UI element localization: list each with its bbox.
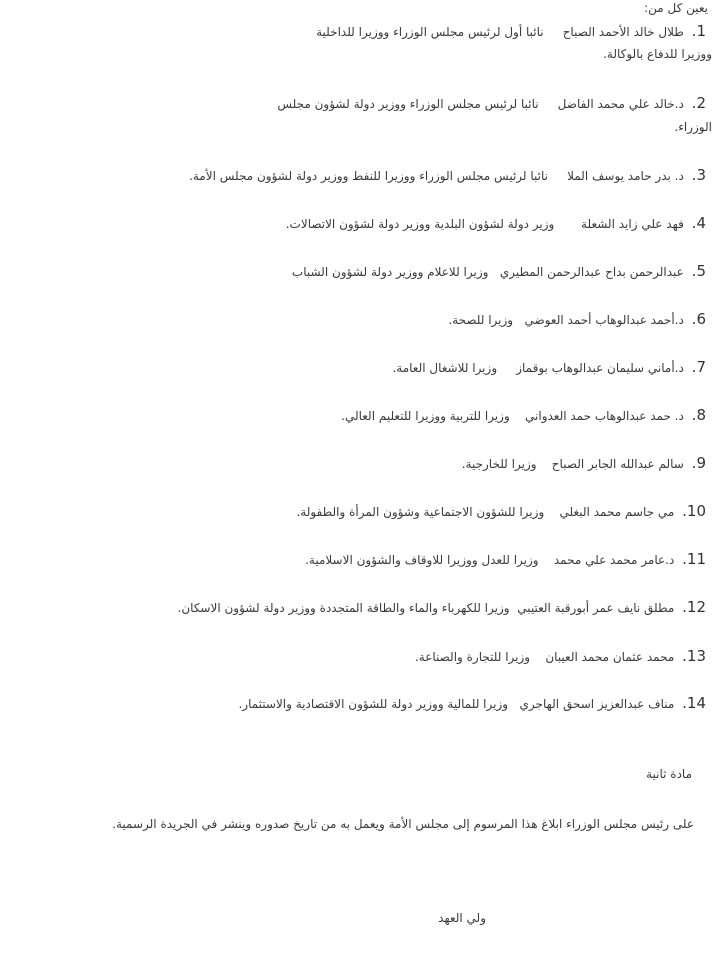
appointee-post: نائبا لرئيس مجلس الوزراء ووزيرا للنفط ووزير دولة لشؤون مجلس الأمة. [189, 169, 548, 183]
appointee-item [292, 262, 706, 281]
appointee-post: وزيرا للخارجية. [461, 457, 537, 471]
appointee-item [189, 166, 706, 185]
appointee-name: د. حمد عبدالوهاب حمد العدواني [525, 409, 684, 423]
appointee-name: طلال خالد الأحمد الصباح [562, 25, 684, 39]
appointee-post: وزيرا للمالية ووزير دولة للشؤون الاقتصادية والاستثمار. [238, 697, 509, 711]
item-number: 5. [691, 262, 706, 280]
item-number: 13. [682, 647, 706, 665]
appointee-item [296, 502, 706, 521]
signature: ولي العهد [438, 911, 486, 925]
intro-text: يعين كل من: [644, 1, 708, 15]
item-number: 8. [691, 406, 706, 424]
item-number: 6. [691, 310, 706, 328]
appointee-post: وزيرا للتجارة والصناعة. [414, 650, 531, 664]
appointee-name: د. بدر حامد يوسف الملا [567, 169, 684, 183]
appointee-name: محمد عثمان محمد العيبان [545, 650, 675, 664]
appointee-post: وزيرا للاشغال العامة. [392, 361, 498, 375]
appointee-post: وزير دولة لشؤون البلدية ووزير دولة لشؤون الاتصالات. [285, 217, 555, 231]
appointee-name: عبدالرحمن بداح عبدالرحمن المطيري [499, 265, 684, 279]
article-text: على رئيس مجلس الوزراء ابلاغ هذا المرسوم إلى مجلس الأمة ويعمل به من تاريخ صدوره وينشر في الجريدة الرسمية. [112, 817, 694, 831]
item-number: 10. [682, 502, 706, 520]
appointee-item [238, 694, 706, 713]
appointee-post: وزيرا للصحة. [448, 313, 514, 327]
item-number: 12. [682, 598, 706, 616]
appointee-post: وزيرا للاعلام ووزير دولة لشؤون الشباب [291, 265, 489, 279]
appointee-item [415, 647, 706, 666]
appointee-post-continuation: ووزيرا للدفاع بالوكالة. [603, 47, 712, 61]
appointee-name: مناف عبدالعزيز اسحق الهاجري [519, 697, 675, 711]
item-number: 7. [691, 358, 706, 376]
appointee-item [316, 22, 706, 41]
appointee-name: سالم عبدالله الجابر الصباح [551, 457, 684, 471]
item-number: 2. [691, 94, 706, 112]
item-number: 3. [691, 166, 706, 184]
appointee-item [178, 598, 706, 617]
item-number: 9. [691, 454, 706, 472]
item-number: 1. [691, 22, 706, 40]
article-heading: مادة ثانية [646, 767, 692, 781]
appointee-item [462, 454, 706, 473]
appointee-name: د.خالد علي محمد الفاضل [557, 97, 684, 111]
appointee-name: د.أماني سليمان عبدالوهاب بوقماز [516, 361, 684, 375]
appointee-post: وزيرا للكهرباء والماء والطاقة المتجددة ووزير دولة لشؤون الاسكان. [177, 601, 510, 615]
appointee-item [448, 310, 706, 329]
appointee-name: د.أحمد عبدالوهاب أحمد العوضي [524, 313, 684, 327]
appointee-post: نائبا لرئيس مجلس الوزراء ووزير دولة لشؤون مجلس [277, 97, 539, 111]
appointee-item [305, 550, 706, 569]
item-number: 4. [691, 214, 706, 232]
appointee-post: وزيرا للتربية ووزيرا للتعليم العالي. [341, 409, 510, 423]
item-number: 11. [682, 550, 706, 568]
appointee-item [341, 406, 706, 425]
appointee-post-continuation: الوزراء. [674, 120, 712, 134]
appointee-item [392, 358, 706, 377]
appointee-item [277, 94, 706, 113]
appointee-name: مي جاسم محمد البغلي [559, 505, 675, 519]
appointee-item [286, 214, 706, 233]
appointee-name: مطلق نايف عمر أبورقبة العتيبي [517, 601, 675, 615]
appointee-name: فهد علي زايد الشعلة [581, 217, 684, 231]
appointee-post: وزيرا للشؤون الاجتماعية وشؤون المرأة والطفولة. [296, 505, 545, 519]
appointee-post: وزيرا للعدل ووزيرا للاوقاف والشؤون الاسلامية. [305, 553, 539, 567]
appointee-post: نائبا أول لرئيس مجلس الوزراء ووزيرا للداخلية [316, 25, 544, 39]
appointee-name: د.عامر محمد علي محمد [553, 553, 675, 567]
item-number: 14. [682, 694, 706, 712]
